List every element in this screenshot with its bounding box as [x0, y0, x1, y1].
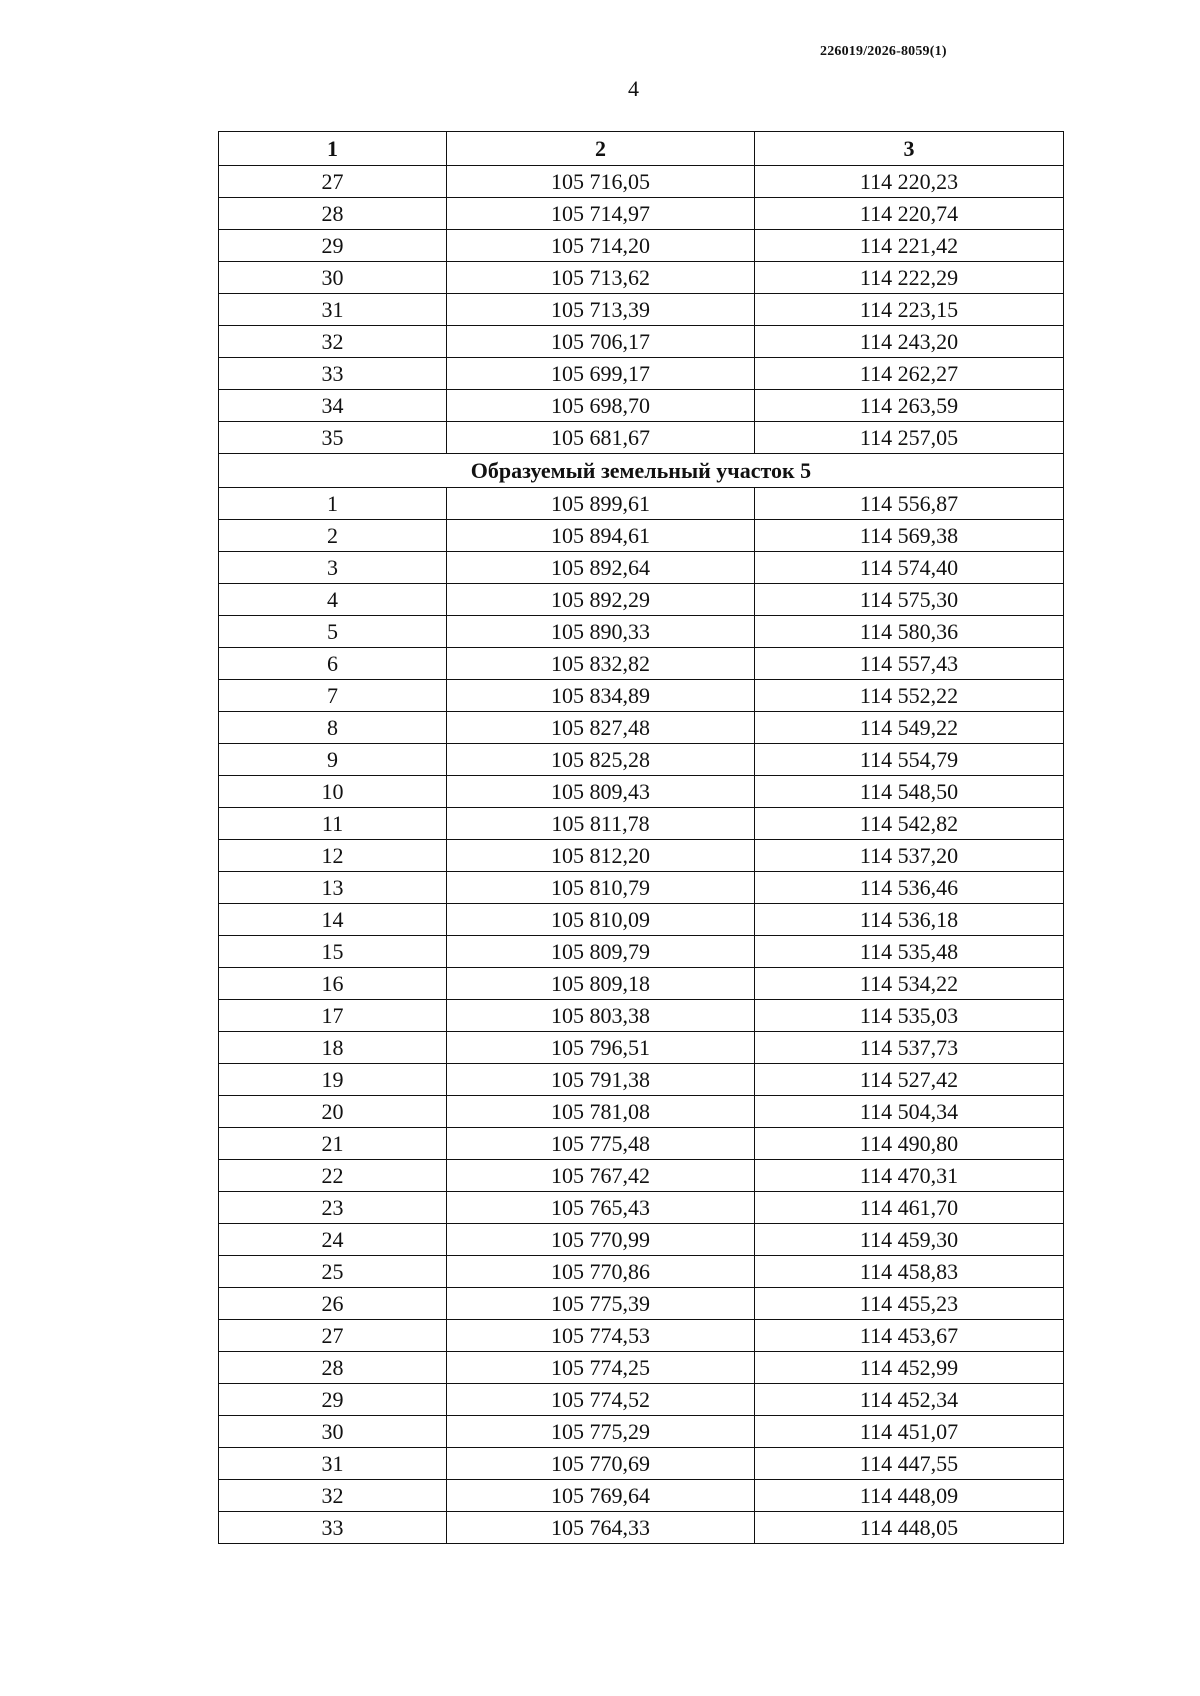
point-number-cell: 35	[219, 422, 447, 454]
x-coordinate-cell: 105 713,62	[447, 262, 755, 294]
table-row	[219, 422, 1064, 454]
point-number-cell: 29	[219, 230, 447, 262]
table-row	[219, 358, 1064, 390]
x-coordinate-cell: 105 892,29	[447, 584, 755, 616]
y-coordinate-cell: 114 580,36	[755, 616, 1064, 648]
table-row	[219, 1384, 1064, 1416]
table-row	[219, 584, 1064, 616]
point-number-cell: 9	[219, 744, 447, 776]
x-coordinate-cell: 105 770,99	[447, 1224, 755, 1256]
y-coordinate-cell: 114 490,80	[755, 1128, 1064, 1160]
table-body	[219, 166, 1064, 1544]
y-coordinate-cell: 114 222,29	[755, 262, 1064, 294]
table-row	[219, 1480, 1064, 1512]
table-row	[219, 552, 1064, 584]
x-coordinate-cell: 105 781,08	[447, 1096, 755, 1128]
y-coordinate-cell: 114 453,67	[755, 1320, 1064, 1352]
point-number-cell: 20	[219, 1096, 447, 1128]
y-coordinate-cell: 114 451,07	[755, 1416, 1064, 1448]
point-number-cell: 11	[219, 808, 447, 840]
x-coordinate-cell: 105 892,64	[447, 552, 755, 584]
y-coordinate-cell: 114 257,05	[755, 422, 1064, 454]
coordinates-table	[218, 131, 1064, 1544]
x-coordinate-cell: 105 825,28	[447, 744, 755, 776]
point-number-cell: 15	[219, 936, 447, 968]
y-coordinate-cell: 114 263,59	[755, 390, 1064, 422]
table-row	[219, 968, 1064, 1000]
y-coordinate-cell: 114 504,34	[755, 1096, 1064, 1128]
y-coordinate-cell: 114 535,03	[755, 1000, 1064, 1032]
table-row	[219, 1224, 1064, 1256]
x-coordinate-cell: 105 775,39	[447, 1288, 755, 1320]
y-coordinate-cell: 114 537,20	[755, 840, 1064, 872]
table-row	[219, 1352, 1064, 1384]
x-coordinate-cell: 105 774,52	[447, 1384, 755, 1416]
x-coordinate-cell: 105 764,33	[447, 1512, 755, 1544]
point-number-cell: 14	[219, 904, 447, 936]
section-header-row	[219, 454, 1064, 488]
y-coordinate-cell: 114 534,22	[755, 968, 1064, 1000]
column-header-2: 2	[447, 132, 755, 166]
y-coordinate-cell: 114 535,48	[755, 936, 1064, 968]
x-coordinate-cell: 105 713,39	[447, 294, 755, 326]
x-coordinate-cell: 105 809,43	[447, 776, 755, 808]
point-number-cell: 33	[219, 1512, 447, 1544]
y-coordinate-cell: 114 220,23	[755, 166, 1064, 198]
x-coordinate-cell: 105 716,05	[447, 166, 755, 198]
x-coordinate-cell: 105 774,53	[447, 1320, 755, 1352]
table-row	[219, 680, 1064, 712]
point-number-cell: 7	[219, 680, 447, 712]
y-coordinate-cell: 114 552,22	[755, 680, 1064, 712]
point-number-cell: 26	[219, 1288, 447, 1320]
document-id: 226019/2026-8059(1)	[820, 44, 947, 59]
point-number-cell: 2	[219, 520, 447, 552]
table-row	[219, 326, 1064, 358]
y-coordinate-cell: 114 548,50	[755, 776, 1064, 808]
point-number-cell: 33	[219, 358, 447, 390]
point-number-cell: 16	[219, 968, 447, 1000]
y-coordinate-cell: 114 220,74	[755, 198, 1064, 230]
x-coordinate-cell: 105 774,25	[447, 1352, 755, 1384]
table-row	[219, 712, 1064, 744]
table-row	[219, 840, 1064, 872]
x-coordinate-cell: 105 894,61	[447, 520, 755, 552]
point-number-cell: 34	[219, 390, 447, 422]
table-row	[219, 488, 1064, 520]
x-coordinate-cell: 105 770,86	[447, 1256, 755, 1288]
table-row	[219, 1000, 1064, 1032]
point-number-cell: 18	[219, 1032, 447, 1064]
point-number-cell: 30	[219, 1416, 447, 1448]
point-number-cell: 25	[219, 1256, 447, 1288]
point-number-cell: 5	[219, 616, 447, 648]
y-coordinate-cell: 114 243,20	[755, 326, 1064, 358]
x-coordinate-cell: 105 834,89	[447, 680, 755, 712]
point-number-cell: 22	[219, 1160, 447, 1192]
x-coordinate-cell: 105 706,17	[447, 326, 755, 358]
x-coordinate-cell: 105 809,79	[447, 936, 755, 968]
x-coordinate-cell: 105 714,97	[447, 198, 755, 230]
x-coordinate-cell: 105 810,09	[447, 904, 755, 936]
x-coordinate-cell: 105 714,20	[447, 230, 755, 262]
table-row	[219, 1096, 1064, 1128]
point-number-cell: 19	[219, 1064, 447, 1096]
table-row	[219, 808, 1064, 840]
y-coordinate-cell: 114 556,87	[755, 488, 1064, 520]
y-coordinate-cell: 114 223,15	[755, 294, 1064, 326]
table-row	[219, 1032, 1064, 1064]
y-coordinate-cell: 114 452,34	[755, 1384, 1064, 1416]
y-coordinate-cell: 114 554,79	[755, 744, 1064, 776]
point-number-cell: 31	[219, 1448, 447, 1480]
y-coordinate-cell: 114 458,83	[755, 1256, 1064, 1288]
table-row	[219, 390, 1064, 422]
table-row	[219, 1288, 1064, 1320]
table-row	[219, 230, 1064, 262]
column-header-3: 3	[755, 132, 1064, 166]
x-coordinate-cell: 105 890,33	[447, 616, 755, 648]
x-coordinate-cell: 105 698,70	[447, 390, 755, 422]
y-coordinate-cell: 114 221,42	[755, 230, 1064, 262]
table-row	[219, 1064, 1064, 1096]
x-coordinate-cell: 105 681,67	[447, 422, 755, 454]
table-row	[219, 904, 1064, 936]
x-coordinate-cell: 105 811,78	[447, 808, 755, 840]
section-title: Образуемый земельный участок 5	[219, 454, 1064, 488]
table-row	[219, 936, 1064, 968]
y-coordinate-cell: 114 575,30	[755, 584, 1064, 616]
x-coordinate-cell: 105 832,82	[447, 648, 755, 680]
y-coordinate-cell: 114 549,22	[755, 712, 1064, 744]
point-number-cell: 27	[219, 1320, 447, 1352]
y-coordinate-cell: 114 574,40	[755, 552, 1064, 584]
point-number-cell: 32	[219, 1480, 447, 1512]
x-coordinate-cell: 105 775,29	[447, 1416, 755, 1448]
table-row	[219, 294, 1064, 326]
y-coordinate-cell: 114 452,99	[755, 1352, 1064, 1384]
table-row	[219, 776, 1064, 808]
table-row	[219, 166, 1064, 198]
table-row	[219, 872, 1064, 904]
point-number-cell: 31	[219, 294, 447, 326]
page-number: 4	[628, 76, 639, 101]
y-coordinate-cell: 114 557,43	[755, 648, 1064, 680]
table-row	[219, 1416, 1064, 1448]
y-coordinate-cell: 114 448,05	[755, 1512, 1064, 1544]
x-coordinate-cell: 105 770,69	[447, 1448, 755, 1480]
x-coordinate-cell: 105 767,42	[447, 1160, 755, 1192]
y-coordinate-cell: 114 569,38	[755, 520, 1064, 552]
point-number-cell: 4	[219, 584, 447, 616]
y-coordinate-cell: 114 447,55	[755, 1448, 1064, 1480]
y-coordinate-cell: 114 461,70	[755, 1192, 1064, 1224]
table-row	[219, 1128, 1064, 1160]
point-number-cell: 30	[219, 262, 447, 294]
y-coordinate-cell: 114 459,30	[755, 1224, 1064, 1256]
table-row	[219, 198, 1064, 230]
table-header-row	[219, 132, 1064, 166]
y-coordinate-cell: 114 536,46	[755, 872, 1064, 904]
x-coordinate-cell: 105 827,48	[447, 712, 755, 744]
point-number-cell: 3	[219, 552, 447, 584]
point-number-cell: 1	[219, 488, 447, 520]
x-coordinate-cell: 105 809,18	[447, 968, 755, 1000]
table-row	[219, 616, 1064, 648]
table-row	[219, 1256, 1064, 1288]
point-number-cell: 8	[219, 712, 447, 744]
table-row	[219, 648, 1064, 680]
point-number-cell: 28	[219, 198, 447, 230]
point-number-cell: 12	[219, 840, 447, 872]
y-coordinate-cell: 114 527,42	[755, 1064, 1064, 1096]
table-row	[219, 1160, 1064, 1192]
point-number-cell: 28	[219, 1352, 447, 1384]
table-row	[219, 744, 1064, 776]
table-row	[219, 1512, 1064, 1544]
y-coordinate-cell: 114 455,23	[755, 1288, 1064, 1320]
point-number-cell: 10	[219, 776, 447, 808]
point-number-cell: 27	[219, 166, 447, 198]
y-coordinate-cell: 114 448,09	[755, 1480, 1064, 1512]
x-coordinate-cell: 105 810,79	[447, 872, 755, 904]
y-coordinate-cell: 114 262,27	[755, 358, 1064, 390]
point-number-cell: 32	[219, 326, 447, 358]
x-coordinate-cell: 105 769,64	[447, 1480, 755, 1512]
table-row	[219, 1320, 1064, 1352]
table-row	[219, 1448, 1064, 1480]
y-coordinate-cell: 114 542,82	[755, 808, 1064, 840]
point-number-cell: 21	[219, 1128, 447, 1160]
table-row	[219, 520, 1064, 552]
point-number-cell: 6	[219, 648, 447, 680]
x-coordinate-cell: 105 791,38	[447, 1064, 755, 1096]
point-number-cell: 23	[219, 1192, 447, 1224]
x-coordinate-cell: 105 796,51	[447, 1032, 755, 1064]
x-coordinate-cell: 105 803,38	[447, 1000, 755, 1032]
table-row	[219, 1192, 1064, 1224]
x-coordinate-cell: 105 765,43	[447, 1192, 755, 1224]
x-coordinate-cell: 105 699,17	[447, 358, 755, 390]
y-coordinate-cell: 114 470,31	[755, 1160, 1064, 1192]
point-number-cell: 29	[219, 1384, 447, 1416]
column-header-1: 1	[219, 132, 447, 166]
x-coordinate-cell: 105 899,61	[447, 488, 755, 520]
x-coordinate-cell: 105 775,48	[447, 1128, 755, 1160]
y-coordinate-cell: 114 536,18	[755, 904, 1064, 936]
point-number-cell: 13	[219, 872, 447, 904]
x-coordinate-cell: 105 812,20	[447, 840, 755, 872]
table-row	[219, 262, 1064, 294]
point-number-cell: 17	[219, 1000, 447, 1032]
point-number-cell: 24	[219, 1224, 447, 1256]
y-coordinate-cell: 114 537,73	[755, 1032, 1064, 1064]
